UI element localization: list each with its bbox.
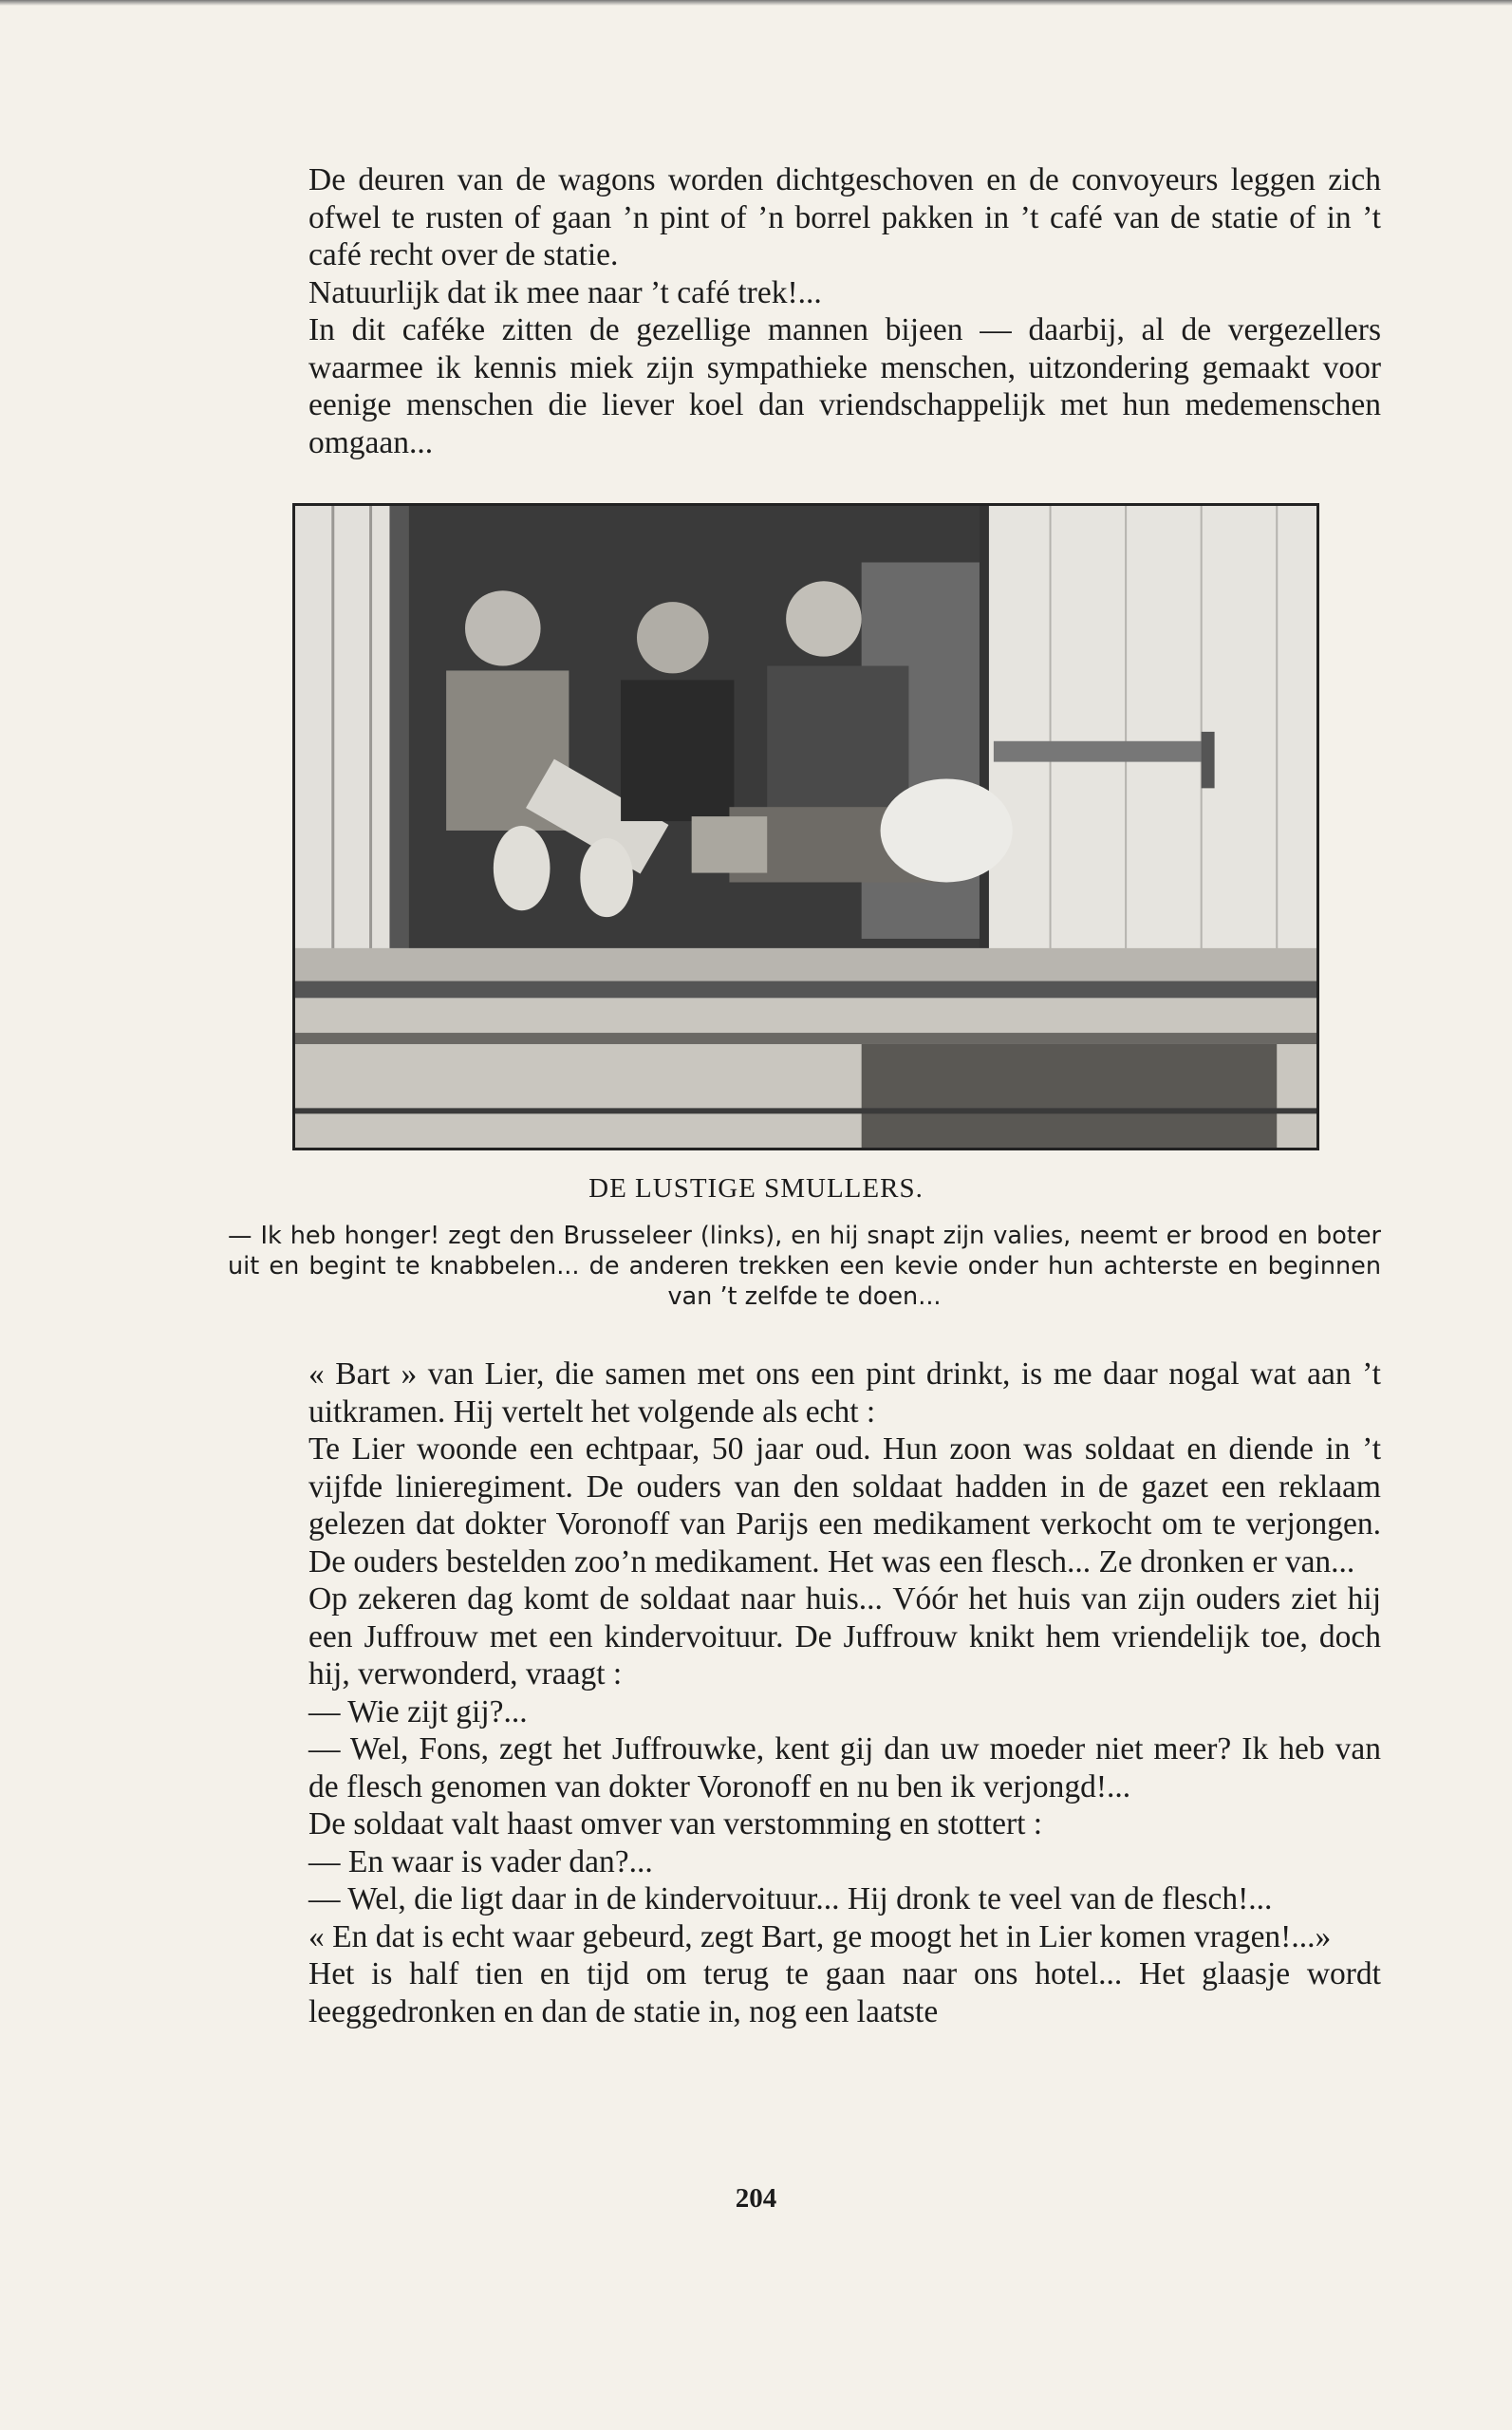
paragraph: In dit caféke zitten de gezellige mannen bijeen — daarbij, al de vergezellers waarmee ik kennis miek zijn sympathieke menschen, uitzondering gemaakt voor eenige menschen die liever koel dan vriendschappelijk met hun medemenschen omgaan...	[308, 312, 1381, 460]
page-number: 204	[735, 2183, 777, 2214]
paragraph: Natuurlijk dat ik mee naar ’t café trek!...	[308, 274, 822, 310]
photo-caption-title: DE LUSTIGE SMULLERS.	[588, 1173, 924, 1204]
paragraph: De soldaat valt haast omver van verstomming en stottert :	[308, 1806, 1043, 1841]
dialogue-line: — Wel, die ligt daar in de kindervoituur... Hij dronk te veel van de flesch!...	[308, 1881, 1273, 1916]
paragraph: Op zekeren dag komt de soldaat naar huis... Vóór het huis van zijn ouders ziet hij een Juffrouw met een kindervoituur. De Juffrouw knikt hem vriendelijk toe, doch hij, verwonderd, vraagt :	[308, 1581, 1381, 1692]
paragraph: Te Lier woonde een echtpaar, 50 jaar oud. Hun zoon was soldaat en diende in ’t vijfde linieregiment. De ouders van den soldaat hadden in de gazet een reklaam gelezen dat dokter Voronoff van Parijs een medikament verkocht om te verjongen. De ouders bestelden zoo’n medikament. Het was een flesch... Ze dronken er van...	[308, 1431, 1381, 1580]
dialogue-line: — Wie zijt gij?...	[308, 1693, 528, 1729]
paragraph: De deuren van de wagons worden dichtgeschoven en de convoyeurs leggen zich ofwel te rusten of gaan ’n pint of ’n borrel pakken in ’t café van de statie of in ’t café recht over de statie.	[308, 162, 1381, 272]
page-top-edge	[0, 0, 1512, 6]
paragraph: « Bart » van Lier, die samen met ons een pint drinkt, is me daar nogal wat aan ’t uitkramen. Hij vertelt het volgende als echt :	[308, 1356, 1381, 1430]
top-text-block	[308, 161, 1381, 461]
photograph-men-in-wagon	[292, 503, 1319, 1150]
paragraph: « En dat is echt waar gebeurd, zegt Bart, ge moogt het in Lier komen vragen!...»	[308, 1918, 1332, 1954]
bottom-text-block	[308, 1355, 1381, 2030]
photo-illustration	[295, 506, 1316, 1148]
dialogue-line: — En waar is vader dan?...	[308, 1843, 653, 1879]
dialogue-line: — Wel, Fons, zegt het Juffrouwke, kent gij dan uw moeder niet meer? Ik heb van de flesch genomen van dokter Voronoff en nu ben ik verjongd!...	[308, 1731, 1381, 1804]
paragraph: Het is half tien en tijd om terug te gaan naar ons hotel... Het glaasje wordt leeggedronken en dan de statie in, nog een laatste	[308, 1956, 1381, 2029]
photo-caption-text: — Ik heb honger! zegt den Brusseleer (links), en hij snapt zijn valies, neemt er brood en boter uit en begint te knabbelen... de anderen trekken een kevie onder hun achterste en beginnen van ’t zelfde te doen...	[228, 1222, 1381, 1311]
